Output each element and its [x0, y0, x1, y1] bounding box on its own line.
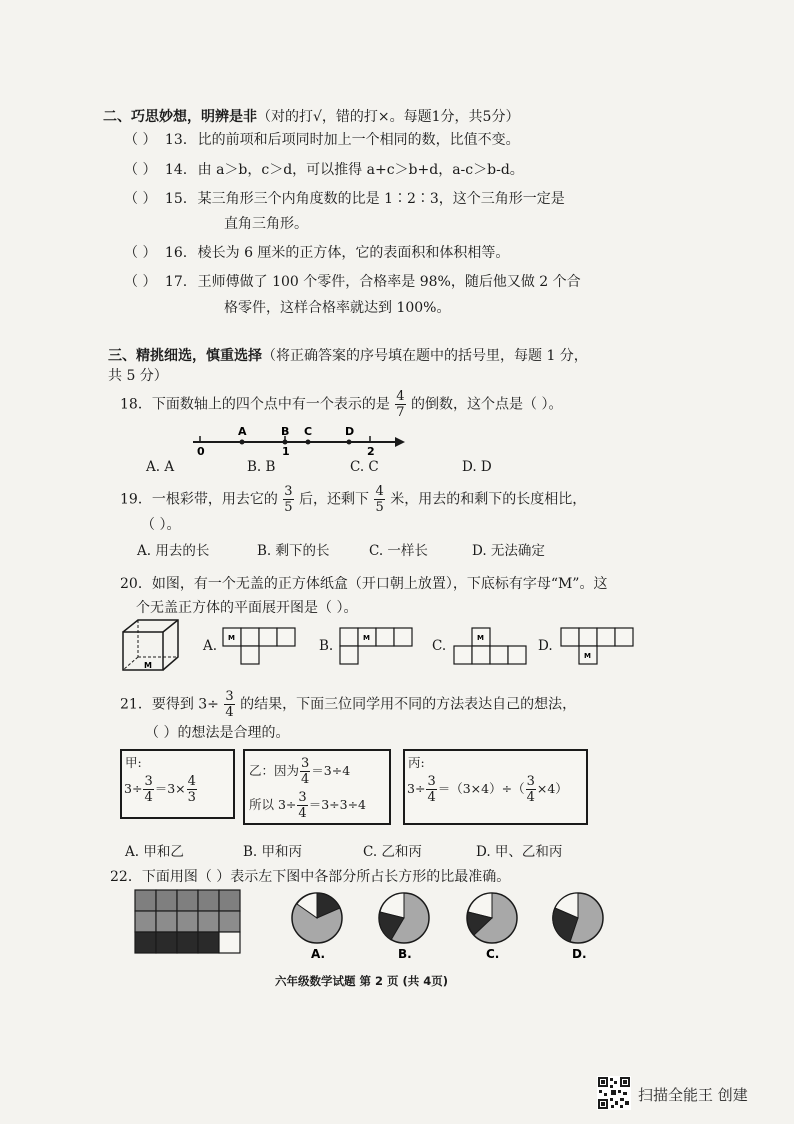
net-b[interactable] — [339, 627, 414, 665]
open-cube-figure — [120, 617, 182, 673]
pie-a[interactable] — [292, 893, 342, 943]
q19-option-c[interactable]: C. 一样长 — [369, 543, 428, 559]
fraction: $\frac{3}{5}$ — [284, 484, 293, 515]
q18-option-b[interactable]: B. B — [247, 459, 276, 475]
tick-label-1: 1 — [282, 445, 290, 458]
student-bing-box: 丙: 3÷ $\frac{3}{4}$ ＝（3×4）÷（ $\frac{3}{4}$ ×4） — [403, 749, 588, 825]
svg-text:M: M — [363, 634, 370, 642]
net-a[interactable] — [222, 627, 297, 665]
fraction: $\frac{4}{5}$ — [375, 484, 384, 515]
answer-bracket[interactable]: （ ） — [124, 274, 157, 290]
tick-label-2: 2 — [367, 445, 375, 458]
pie-c-label: C. — [486, 947, 500, 961]
question-20-line2: 个无盖正方体的平面展开图是（ ）。 — [136, 600, 358, 616]
section-2-heading: 二、巧思妙想，明辨是非（对的打√，错的打×。每题1分，共5分） — [103, 109, 520, 125]
question-13: （ ） 13. 比的前项和后项同时加上一个相同的数，比值不变。 — [124, 132, 520, 148]
student-yi-box: 乙：因为 $\frac{3}{4}$ ＝3÷4 所以 3÷ $\frac{3}{4}$ ＝3÷3÷4 — [243, 749, 391, 825]
pie-options — [287, 890, 617, 962]
question-15-line2: 直角三角形。 — [224, 216, 308, 232]
label-d: D — [345, 425, 355, 438]
q21-option-b[interactable]: B. 甲和丙 — [243, 844, 303, 860]
label-b: B — [281, 425, 290, 438]
pie-b-label: B. — [398, 947, 412, 961]
section-3-heading: 三、精挑细选，慎重选择（将正确答案的序号填在题中的括号里，每题 1 分， — [108, 348, 588, 364]
q20-option-d[interactable]: D. — [538, 638, 553, 654]
net-d[interactable] — [560, 627, 635, 665]
question-19-line2[interactable]: （ ）。 — [141, 517, 181, 533]
number-line — [185, 420, 410, 460]
q18-option-d[interactable]: D. D — [462, 459, 492, 475]
net-c[interactable] — [453, 627, 528, 665]
q20-option-b[interactable]: B. — [319, 638, 334, 654]
page-footer: 六年级数学试题 第 2 页 (共 4页) — [275, 974, 449, 988]
svg-text:M: M — [228, 634, 235, 642]
pie-b[interactable] — [379, 893, 429, 943]
q19-option-a[interactable]: A. 用去的长 — [137, 543, 210, 559]
question-17-line2: 格零件，这样合格率就达到 100%。 — [224, 300, 451, 316]
question-14: （ ） 14. 由 a＞b，c＞d，可以推得 a+c＞b+d，a-c＞b-d。 — [124, 162, 524, 178]
student-jia-box: 甲: 3÷ $\frac{3}{4}$ ＝3× $\frac{4}{3}$ — [120, 749, 235, 819]
q21-option-c[interactable]: C. 乙和丙 — [363, 844, 422, 860]
axis-arrow — [395, 437, 405, 447]
question-20: 20．如图，有一个无盖的正方体纸盒（开口朝上放置），下底标有字母“M”。这 — [120, 576, 608, 592]
q18-option-a[interactable]: A. A — [146, 459, 175, 475]
letter-m: M — [144, 661, 152, 670]
svg-text:M: M — [584, 652, 591, 660]
svg-text:M: M — [477, 634, 484, 642]
pie-c[interactable] — [467, 893, 517, 943]
question-21-line2: （ ）的想法是合理的。 — [145, 725, 290, 741]
section-3-note-line2: 共 5 分） — [108, 368, 168, 384]
question-18: 18．下面数轴上的四个点中有一个表示的是 $\frac{4}{7}$ 的倒数，这个点是（ ）。 — [120, 389, 563, 420]
rectangle-grid-figure — [134, 889, 244, 957]
q18-option-c[interactable]: C. C — [350, 459, 379, 475]
answer-bracket[interactable]: （ ） — [124, 132, 157, 148]
answer-bracket[interactable]: （ ） — [124, 245, 157, 261]
pie-a-label: A. — [311, 947, 326, 961]
q20-option-a[interactable]: A. — [203, 638, 218, 654]
point-b — [283, 440, 288, 445]
question-22: 22．下面用图（ ）表示左下图中各部分所占长方形的比最准确。 — [110, 869, 511, 885]
q20-option-c[interactable]: C. — [432, 638, 447, 654]
question-21: 21．要得到 3÷ $\frac{3}{4}$ 的结果，下面三位同学用不同的方法表达自己的想法， — [120, 689, 577, 720]
watermark-text: 扫描全能王 创建 — [638, 1086, 748, 1104]
q19-option-b[interactable]: B. 剩下的长 — [257, 543, 330, 559]
point-c — [306, 440, 311, 445]
fraction: $\frac{3}{4}$ — [225, 689, 234, 720]
fraction: $\frac{4}{7}$ — [396, 389, 405, 420]
pie-d[interactable] — [553, 893, 603, 943]
q21-option-d[interactable]: D. 甲、乙和丙 — [476, 844, 563, 860]
point-d — [347, 440, 352, 445]
answer-bracket[interactable]: （ ） — [124, 191, 157, 207]
question-17: （ ） 17. 王师傅做了 100 个零件，合格率是 98%，随后他又做 2 个合 — [124, 274, 581, 290]
question-16: （ ） 16. 棱长为 6 厘米的正方体，它的表面积和体积相等。 — [124, 245, 510, 261]
answer-bracket[interactable]: （ ） — [124, 162, 157, 178]
point-a — [240, 440, 245, 445]
q19-option-d[interactable]: D. 无法确定 — [472, 543, 545, 559]
qr-code-icon — [597, 1076, 631, 1110]
question-19: 19．一根彩带，用去它的 $\frac{3}{5}$ 后，还剩下 $\frac{4}{5}$ 米，用去的和剩下的长度相比， — [120, 484, 587, 515]
q21-option-a[interactable]: A. 甲和乙 — [125, 844, 184, 860]
label-c: C — [304, 425, 313, 438]
label-a: A — [238, 425, 247, 438]
tick-label-0: 0 — [197, 445, 205, 458]
question-15: （ ） 15. 某三角形三个内角度数的比是 1∶2∶3，这个三角形一定是 — [124, 191, 565, 207]
pie-d-label: D. — [572, 947, 587, 961]
